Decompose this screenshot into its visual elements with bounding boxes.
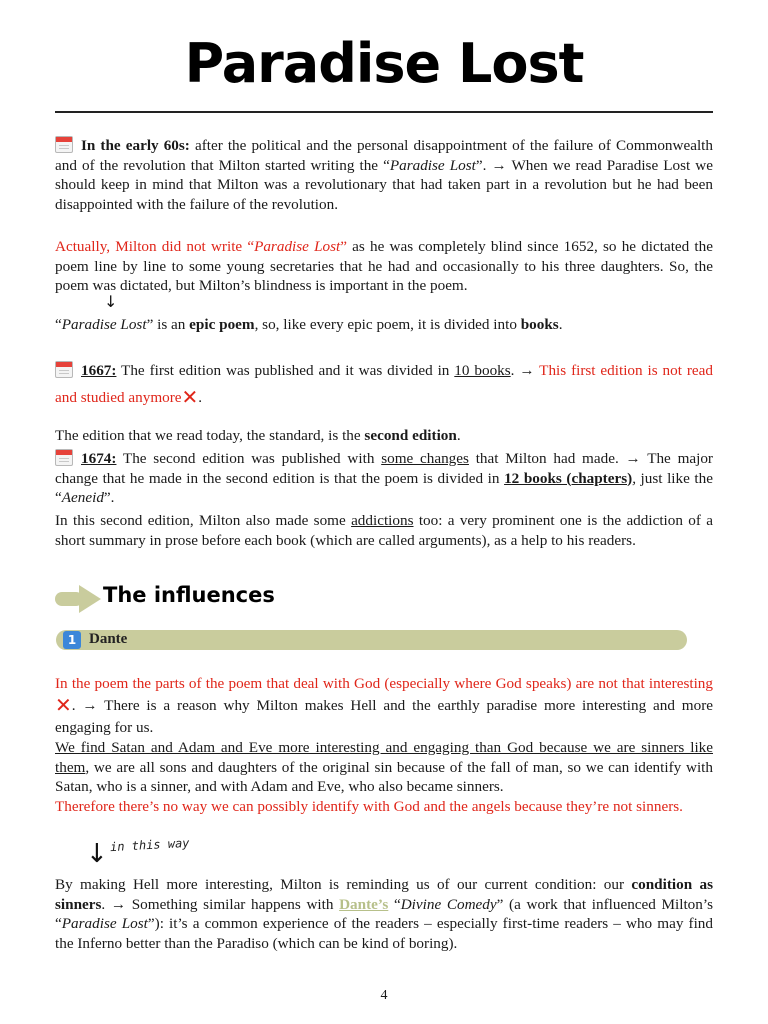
text: ”. → When we read Paradise Lost we should keep in mind that Milton was a revolutionary that had taken part in a revolution but he had been disappointed with the failure of the revolution. bbox=[55, 156, 714, 213]
text: . → There is a reason why Milton makes Hell and the earthly paradise more interesting and more engaging for us. bbox=[55, 697, 713, 736]
highlight-text: ” bbox=[340, 238, 347, 255]
text: In this second edition, Milton also made some bbox=[55, 512, 352, 529]
text: ” is an bbox=[146, 316, 190, 333]
date-label: 1667: bbox=[81, 362, 117, 379]
highlight-text: Therefore there’s no way we can possibly identify with God and the angels because they’re not sinners. bbox=[55, 798, 683, 815]
bold-term: condition as sinners bbox=[55, 876, 713, 913]
paragraph-sinners bbox=[55, 738, 713, 797]
dante-link[interactable]: Dante’s bbox=[339, 895, 389, 913]
paragraph-1667 bbox=[55, 357, 713, 411]
text: The second edition was published with bbox=[116, 450, 382, 467]
text: ” (a work that influenced Milton’s “ bbox=[55, 895, 713, 933]
arrow-right-icon bbox=[55, 583, 103, 615]
text: too: a very prominent one is the addiction of a short summary in prose before each book (which are called arguments), as a help to his readers. bbox=[55, 512, 713, 549]
paragraph-blindness bbox=[55, 237, 713, 296]
date-label: 1674: bbox=[81, 450, 117, 467]
underlined-text: 10 books bbox=[454, 362, 511, 379]
book-title: Paradise Lost bbox=[389, 156, 476, 174]
paragraph-early-60s bbox=[55, 136, 713, 214]
book-title: Paradise Lost bbox=[61, 316, 147, 333]
text: . → bbox=[510, 362, 540, 379]
arrow-down-icon: ↓ bbox=[86, 839, 108, 869]
arrow-down-icon: ↓ bbox=[104, 292, 118, 311]
date-label: In the early 60s: bbox=[81, 137, 190, 154]
bold-term: 12 books (chapters) bbox=[504, 469, 633, 487]
paragraph-addictions bbox=[55, 511, 713, 550]
text: , just like the “ bbox=[55, 469, 713, 507]
text: The first edition was published and it was divided in bbox=[116, 362, 455, 379]
underlined-text: We find Satan and Adam and Eve more interesting and engaging than God because we are sinners like them bbox=[55, 739, 713, 776]
bold-term: second edition bbox=[364, 427, 457, 444]
underlined-text: addictions bbox=[351, 512, 414, 529]
handwritten-note: in this way bbox=[109, 835, 190, 855]
text: . bbox=[558, 316, 563, 333]
underlined-text: some changes bbox=[381, 450, 469, 467]
text: as he was completely blind since 1652, so he dictated the poem line by line to some young secretaries that he had and occasionally to his three daughters. So, the poem was dictated, but Milton’s blindness is important in the poem. bbox=[55, 238, 713, 295]
text: that Milton had made. → The major change that he made in the second edition is that the poem is divided in bbox=[55, 450, 713, 487]
text: “ bbox=[388, 895, 401, 913]
book-title: Divine Comedy bbox=[400, 895, 497, 913]
subsection-label: Dante bbox=[89, 631, 128, 647]
paragraph-second-edition bbox=[55, 426, 713, 446]
calendar-icon bbox=[55, 449, 73, 466]
calendar-icon bbox=[55, 136, 73, 153]
text: , so, like every epic poem, it is divided into bbox=[254, 316, 521, 333]
calendar-icon bbox=[55, 361, 73, 378]
paragraph-epic-poem bbox=[55, 315, 713, 335]
paragraph-1674 bbox=[55, 449, 713, 508]
section-heading: The influences bbox=[103, 583, 275, 607]
paragraph-condition bbox=[55, 875, 713, 953]
text: , we are all sons and daughters of the original sin because of the fall of man, so we can identify with Satan, who is a sinner, and with Adam and Eve, who also became sinners. bbox=[55, 758, 713, 796]
highlight-text: This first edition is not read and studied anymore bbox=[55, 362, 713, 406]
book-title: Aeneid bbox=[61, 489, 104, 507]
text: By making Hell more interesting, Milton is reminding us of our current condition: our bbox=[55, 876, 632, 893]
subsection-bar bbox=[56, 630, 687, 650]
page-title: Paradise Lost bbox=[184, 32, 584, 95]
cross-mark-icon: ✕ bbox=[55, 693, 72, 717]
number-badge: 1 bbox=[63, 631, 81, 649]
book-title: Paradise Lost bbox=[254, 238, 341, 255]
paragraph-no-identify bbox=[55, 797, 713, 817]
text: . → Something similar happens with bbox=[101, 895, 340, 913]
bold-term: epic poem bbox=[189, 316, 255, 333]
text: . bbox=[456, 427, 461, 444]
text: ”): it’s a common experience of the readers – especially first-time readers – who may find the Inferno better than the Paradiso (which can be kind of boring). bbox=[55, 915, 713, 952]
title-divider bbox=[55, 111, 713, 113]
text: The edition that we read today, the standard, is the bbox=[55, 427, 365, 444]
highlight-text: In the poem the parts of the poem that deal with God (especially where God speaks) are not that interesting bbox=[55, 675, 713, 692]
cross-mark-icon: ✕ bbox=[181, 385, 199, 409]
paragraph-god-parts bbox=[55, 673, 713, 739]
bold-term: books bbox=[520, 316, 559, 333]
text: . bbox=[198, 389, 203, 406]
page-number: 4 bbox=[380, 988, 388, 1003]
book-title: Paradise Lost bbox=[61, 915, 148, 933]
text: after the political and the personal disappointment of the failure of Commonwealth and of the revolution that Milton started writing the “ bbox=[55, 137, 713, 174]
text: “ bbox=[55, 316, 62, 333]
text: ”. bbox=[103, 489, 115, 507]
highlight-text: Actually, Milton did not write “ bbox=[55, 238, 255, 255]
